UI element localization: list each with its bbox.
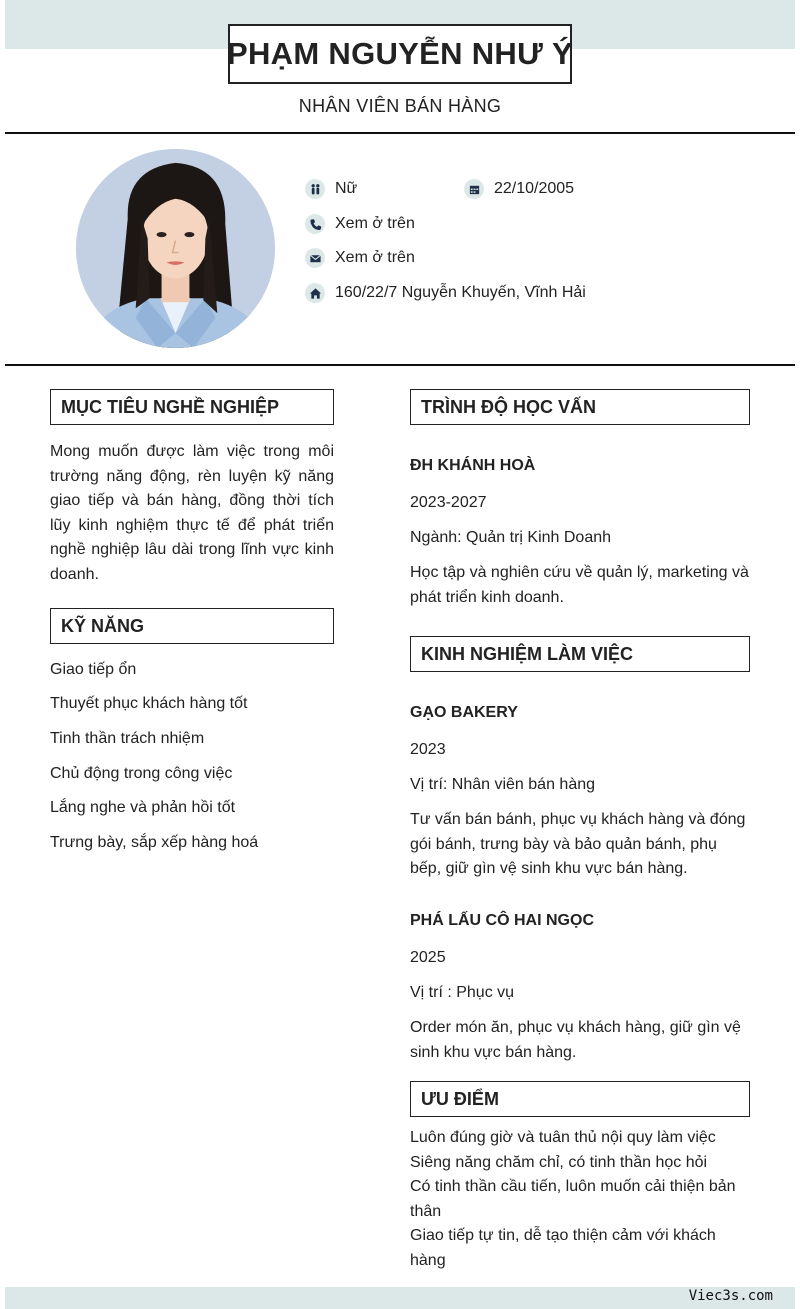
skills-heading: KỸ NĂNG [50,608,334,644]
avatar [76,149,275,348]
strength-item: Có tinh thần cầu tiến, luôn muốn cải thiện bản thân [410,1178,736,1220]
education-major: Ngành: Quản trị Kinh Doanh [410,529,612,546]
job-position: Vị trí: Nhân viên bán hàng [410,776,596,793]
strength-item: Luôn đúng giờ và tuân thủ nội quy làm việc [410,1129,716,1146]
email-row [305,248,415,268]
skill-item: Lắng nghe và phản hồi tốt [50,799,236,816]
education-heading: TRÌNH ĐỘ HỌC VẤN [410,389,750,425]
email-value: Xem ở trên [335,249,415,266]
strength-item: Giao tiếp tự tin, dễ tạo thiện cảm với khách hàng [410,1227,716,1269]
strength-item: Siêng năng chăm chỉ, có tinh thần học hỏi [410,1153,708,1171]
job-description: Tư vấn bán bánh, phục vụ khách hàng và đóng gói bánh, trưng bày và bảo quản bánh, phụ bếp, giữ gìn vệ sinh khu vực bán hàng. [410,811,746,878]
skill-item: Trưng bày, sắp xếp hàng hoá [50,834,259,851]
calendar-icon [464,179,484,199]
phone-row [305,214,415,234]
header-divider [5,132,795,134]
objective-text: Mong muốn được làm việc trong môi trường năng động, rèn luyện kỹ năng giao tiếp và bán hàng, đồng thời tích lũy kinh nghiệm thực tế để phát triển nghề nghiệp lâu dài trong lĩnh vực kinh doanh. [50,443,334,583]
skill-item: Giao tiếp ổn [50,661,137,678]
home-icon [305,283,325,303]
phone-value: Xem ở trên [335,215,415,232]
job-company: PHÁ LẤU CÔ HAI NGỌC [410,912,594,929]
gender-row [305,179,357,199]
job-position: Vị trí : Phục vụ [410,984,515,1001]
birthdate-row [464,179,574,199]
phone-icon [305,214,325,234]
people-icon [305,179,325,199]
job-company: GẠO BAKERY [410,704,518,721]
objective-heading: MỤC TIÊU NGHỀ NGHIỆP [50,389,334,425]
bottom-band [5,1287,795,1309]
education-description: Học tập và nghiên cứu về quản lý, marketing và phát triển kinh doanh. [410,564,749,606]
strengths-list [410,1126,750,1274]
address-row [305,283,586,303]
school-name: ĐH KHÁNH HOÀ [410,457,536,474]
footer-brand: Viec3s.com [688,1288,773,1304]
address-value: 160/22/7 Nguyễn Khuyến, Vĩnh Hải [335,284,586,301]
experience-heading: KINH NGHIỆM LÀM VIỆC [410,636,750,672]
info-divider [5,364,795,366]
skill-item: Chủ động trong công việc [50,765,233,782]
job-title: NHÂN VIÊN BÁN HÀNG [298,96,502,116]
job-year: 2025 [410,949,446,966]
skill-item: Thuyết phục khách hàng tốt [50,695,248,712]
birthdate-value: 22/10/2005 [494,180,575,197]
strengths-heading: ƯU ĐIỂM [410,1081,750,1117]
job-year: 2023 [410,741,446,758]
candidate-name: PHẠM NGUYỄN NHƯ Ý [227,36,574,71]
gender-value: Nữ [335,180,358,197]
portrait-photo [76,149,275,348]
envelope-icon [305,248,325,268]
skill-item: Tinh thần trách nhiệm [50,730,205,747]
education-years: 2023-2027 [410,494,487,511]
job-description: Order món ăn, phục vụ khách hàng, giữ gìn vệ sinh khu vực bán hàng. [410,1019,741,1061]
name-box [228,24,572,84]
